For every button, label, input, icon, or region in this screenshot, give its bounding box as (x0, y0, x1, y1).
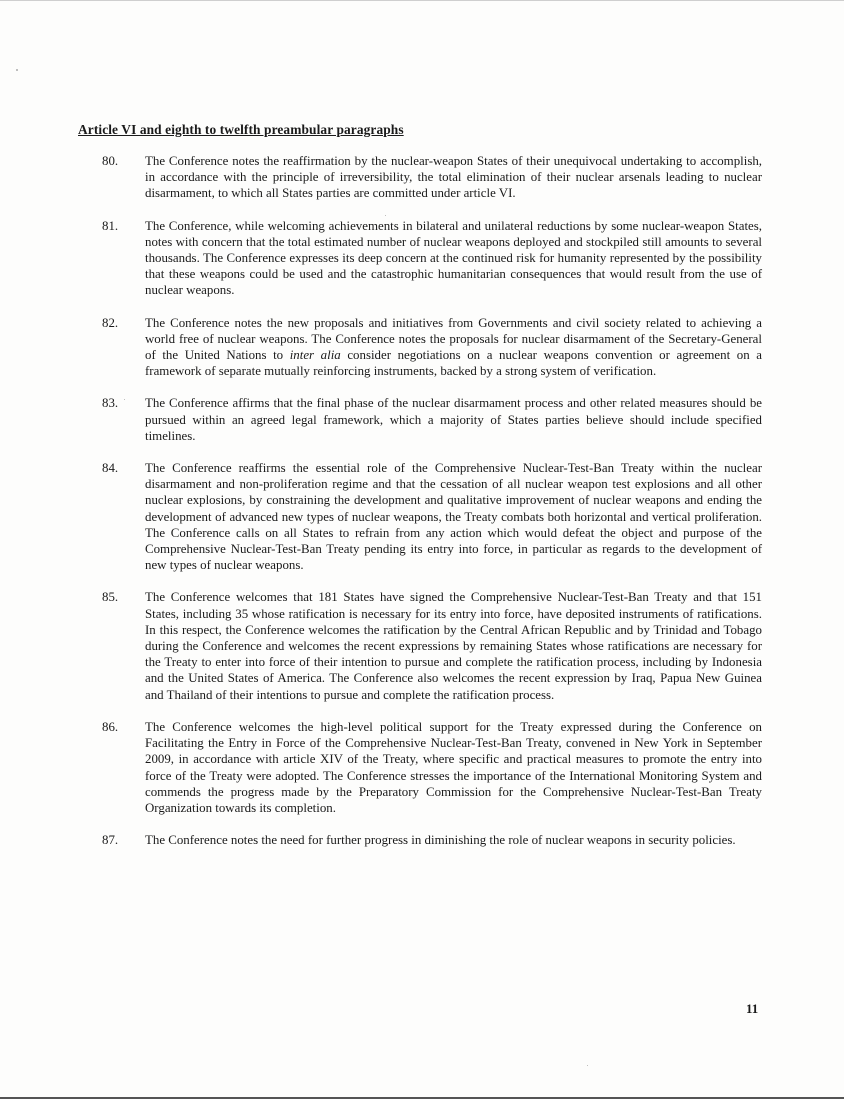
paragraph-number: 82. (102, 315, 119, 330)
paragraph-83 (102, 395, 762, 444)
paragraph-number: 87. (102, 833, 119, 848)
paragraph-82 (102, 315, 762, 380)
paragraph-number: 81. (102, 218, 119, 233)
paragraph-text-part: consider negotiations on a nuclear weapons convention or agreement on a framework of separate mutually reinforcing instruments, backed by a strong system of verification. (145, 348, 763, 379)
paragraph-85 (102, 589, 762, 702)
paragraph-text: The Conference, while welcoming achievements in bilateral and unilateral reductions by some nuclear-weapon States, notes with concern that the total estimated number of nuclear weapons deployed and stockpiled still amounts to several thousands. The Conference expresses its deep concern at the continued risk for humanity represented by the possibility that these weapons could be used and the catastrophic humanitarian consequences that would result from the use of nuclear weapons. (145, 218, 762, 298)
paragraph-81 (102, 218, 762, 299)
paragraph-number: 84. (102, 461, 119, 476)
scan-speck (587, 1065, 588, 1066)
paragraph-text (145, 315, 762, 380)
paragraph-number: 83. (102, 396, 119, 411)
page-number: 11 (746, 1002, 759, 1016)
paragraph-84 (102, 460, 762, 573)
paragraph-text: The Conference affirms that the final phase of the nuclear disarmament process and other related measures should be pursued within an agreed legal framework, which a majority of States parties believe should include specified timelines. (145, 396, 762, 443)
paragraph-87 (102, 832, 762, 848)
paragraph-86 (102, 719, 762, 816)
paragraph-number: 85. (102, 590, 119, 605)
paragraph-text: The Conference welcomes that 181 States have signed the Comprehensive Nuclear-Test-Ban Treaty and that 151 States, including 35 whose ratification is necessary for its entry into force, have deposited instruments of ratifications. In this respect, the Conference welcomes the ratification by the Central African Republic and by Trinidad and Tobago during the Conference and welcomes the recent expressions by remaining States whose ratifications are necessary for the Treaty to enter into force of their intention to pursue and complete the ratification process, including by Indonesia and the United States of America. The Conference also welcomes the recent expression by Iraq, Papua New Guinea and Thailand of their intentions to pursue and complete the ratification process. (145, 590, 762, 702)
paragraph-list (102, 153, 762, 864)
paragraph-text: The Conference reaffirms the essential role of the Comprehensive Nuclear-Test-Ban Treaty within the nuclear disarmament and non-proliferation regime and that the cessation of all nuclear weapon test explosions and all other nuclear explosions, by constraining the development and qualitative improvement of nuclear weapons and ending the development of advanced new types of nuclear weapons, the Treaty combats both horizontal and vertical proliferation. The Conference calls on all States to refrain from any action which would defeat the object and purpose of the Comprehensive Nuclear-Test-Ban Treaty pending its entry into force, in particular as regards to the development of new types of nuclear weapons. (145, 461, 762, 573)
paragraph-text: The Conference welcomes the high-level political support for the Treaty expressed during the Conference on Facilitating the Entry in Force of the Comprehensive Nuclear-Test-Ban Treaty, convened in New York in September 2009, in accordance with article XIV of the Treaty, where specific and practical measures to promote the entry into force of the Treaty were adopted. The Conference stresses the importance of the International Monitoring System and commends the progress made by the Preparatory Commission for the Comprehensive Nuclear-Test-Ban Treaty Organization towards its completion. (145, 719, 762, 815)
paragraph-text: The Conference notes the reaffirmation by the nuclear-weapon States of their unequivocal undertaking to accomplish, in accordance with the principle of irreversibility, the total elimination of their nuclear arsenals leading to nuclear disarmament, to which all States parties are committed under article VI. (145, 154, 762, 201)
section-heading: Article VI and eighth to twelfth preambular paragraphs (78, 122, 404, 137)
paragraph-text: The Conference notes the need for further progress in diminishing the role of nuclear weapons in security policies. (145, 833, 736, 848)
paragraph-text-part: The Conference notes the new proposals and initiatives from Governments and civil society related to achieving a world free of nuclear weapons. The Conference notes the proposals for nuclear disarmament of the Secretary-General of the United Nations to (145, 315, 762, 363)
latin-phrase: inter alia (289, 348, 341, 363)
paragraph-number: 86. (102, 719, 119, 734)
paragraph-80 (102, 153, 762, 202)
paragraph-number: 80. (102, 154, 119, 168)
scan-speck (16, 69, 18, 71)
